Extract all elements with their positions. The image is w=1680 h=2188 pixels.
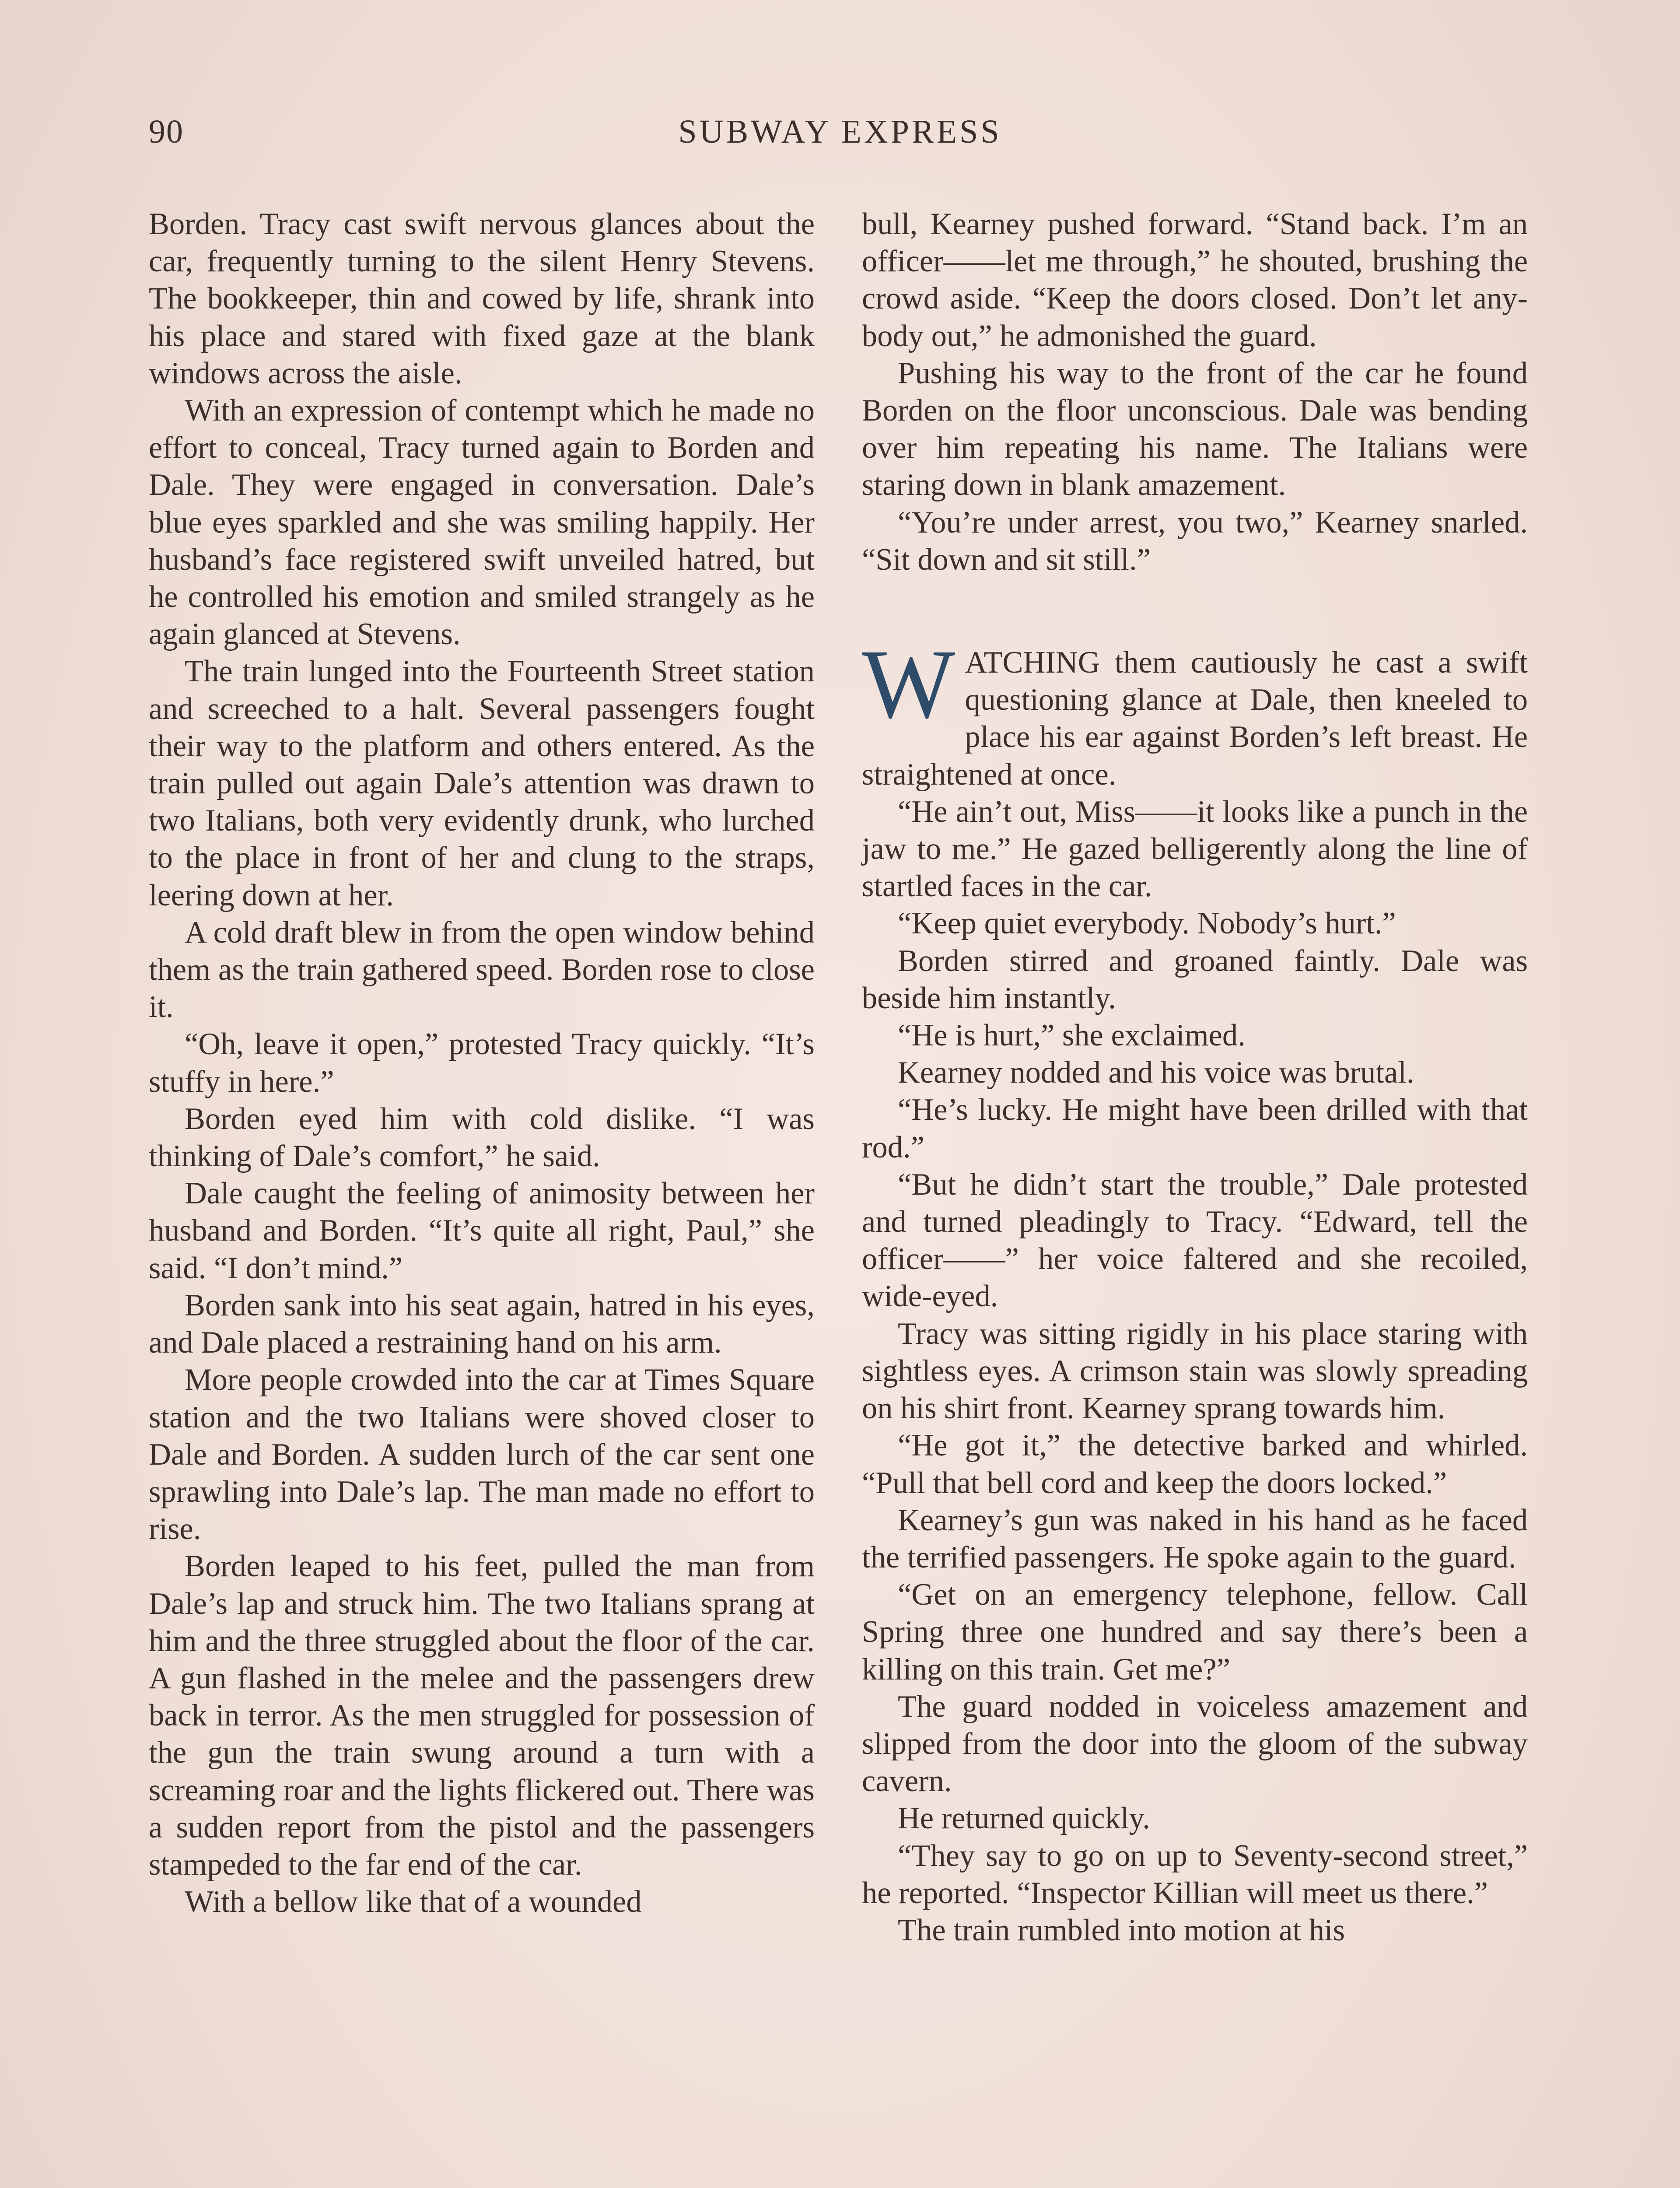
paragraph: “But he didn’t start the trouble,” Dale protested and turned pleadingly to Tracy. “Edward, tell the officer——” her voice faltered and she recoiled, wide-eyed. bbox=[862, 1167, 1528, 1314]
paragraph: More people crowded into the car at Times Square station and the two Italians were shoved closer to Dale and Borden. A sudden lurch of the car sent one sprawling into Dale’s lap. The man made no effort to rise. bbox=[149, 1363, 815, 1546]
paragraph: The guard nodded in voiceless amazement and slipped from the door into the gloom of the subway cavern. bbox=[862, 1689, 1528, 1799]
paragraph: He returned quickly. bbox=[898, 1801, 1150, 1836]
paragraph: Borden stirred and groaned faintly. Dale was beside him instantly. bbox=[862, 943, 1528, 1015]
drop-cap: W bbox=[862, 629, 956, 739]
paragraph: Pushing his way to the front of the car he found Borden on the floor unconscious. Dale was bending over him repeating his name. The Italians were staring down in blank amazement. bbox=[862, 356, 1528, 502]
paragraph: Dale caught the feeling of animosity between her husband and Borden. “It’s quite all right, Paul,” she said. “I don’t mind.” bbox=[149, 1176, 815, 1285]
paragraph: “You’re under arrest, you two,” Kearney snarled. “Sit down and sit still.” bbox=[862, 505, 1528, 577]
paragraph: “Get on an emergency telephone, fellow. Call Spring three one hundred and say there’s been a killing on this train. Get me?” bbox=[862, 1578, 1528, 1687]
paragraph: Borden. Tracy cast swift nervous glances about the car, frequently turning to the silent Henry Stevens. The bookkeeper, thin and cowed by life, shrank into his place and stared with fixed gaze at the blank windows across the aisle. bbox=[149, 207, 815, 390]
paragraph: Borden eyed him with cold dislike. “I was thinking of Dale’s comfort,” he said. bbox=[149, 1101, 815, 1174]
paragraph: Borden leaped to his feet, pulled the man from Dale’s lap and struck him. The two Italians sprang at him and the three struggled about the floor of the car. A gun flashed in the melee and the passengers drew back in terror. As the men struggled for possession of the gun the train swung around a turn with a screaming roar and the lights flickered out. There was a sudden report from the pistol and the passengers stampeded to the far end of the car. bbox=[149, 1549, 815, 1882]
paragraph: The train lunged into the Fourteenth Street station and screeched to a halt. Several passengers fought their way to the platform and others entered. As the train pulled out again Dale’s attention was drawn to two Italians, both very evidently drunk, who lurched to the place in front of her and clung to the straps, leering down at her. bbox=[149, 654, 815, 912]
paragraph: Tracy was sitting rigidly in his place staring with sightless eyes. A crimson stain was slowly spreading on his shirt front. Kearney sprang towards him. bbox=[862, 1316, 1528, 1426]
paragraph: The train rumbled into motion at his bbox=[898, 1913, 1345, 1947]
paragraph: A cold draft blew in from the open window behind them as the train gathered speed. Borden rose to close it. bbox=[149, 915, 815, 1024]
paragraph: With a bellow like that of a wounded bbox=[185, 1885, 642, 1919]
section-opening-text: ATCHING them cautiously he cast a swift questioning glance at Dale, then kneeled to place his ear against Borden’s left breast. He straightened at once. bbox=[862, 645, 1528, 792]
page-number: 90 bbox=[149, 113, 184, 150]
paragraph: “He’s lucky. He might have been drilled with that rod.” bbox=[862, 1093, 1528, 1164]
paragraph: “He got it,” the detective barked and whirled. “Pull that bell cord and keep the doors locked.” bbox=[862, 1428, 1528, 1500]
section-opening-paragraph bbox=[862, 629, 1528, 793]
paragraph: “Oh, leave it open,” protested Tracy quickly. “It’s stuffy in here.” bbox=[149, 1027, 815, 1099]
paragraph: Borden sank into his seat again, hatred in his eyes, and Dale placed a restraining hand on his arm. bbox=[149, 1288, 815, 1360]
right-column bbox=[862, 206, 1528, 1949]
running-title: SUBWAY EXPRESS bbox=[678, 113, 1002, 150]
paragraph: “He ain’t out, Miss——it looks like a punch in the jaw to me.” He gazed belligerently along the line of startled faces in the car. bbox=[862, 794, 1528, 904]
paragraph: Kearney nodded and his voice was brutal. bbox=[898, 1055, 1414, 1090]
paragraph: “They say to go on up to Seventy-second street,” he reported. “Inspector Killian will meet us there.” bbox=[862, 1838, 1528, 1910]
paragraph: “He is hurt,” she exclaimed. bbox=[898, 1018, 1246, 1053]
left-column bbox=[149, 206, 815, 1921]
paragraph: With an expression of contempt which he made no effort to conceal, Tracy turned again to Borden and Dale. They were engaged in conversation. Dale’s blue eyes sparkled and she was smiling happily. Her husband’s face registered swift unveiled hatred, but he controlled his emotion and smiled strangely as he again glanced at Stevens. bbox=[149, 393, 815, 652]
paragraph: bull, Kearney pushed forward. “Stand back. I’m an officer——let me through,” he shouted, brushing the crowd aside. “Keep the doors closed. Don’t let anybody out,” he admonished the guard. bbox=[862, 207, 1528, 353]
paragraph: Kearney’s gun was naked in his hand as he faced the terrified passengers. He spoke again to the guard. bbox=[862, 1503, 1528, 1574]
paragraph: “Keep quiet everybody. Nobody’s hurt.” bbox=[898, 906, 1396, 941]
